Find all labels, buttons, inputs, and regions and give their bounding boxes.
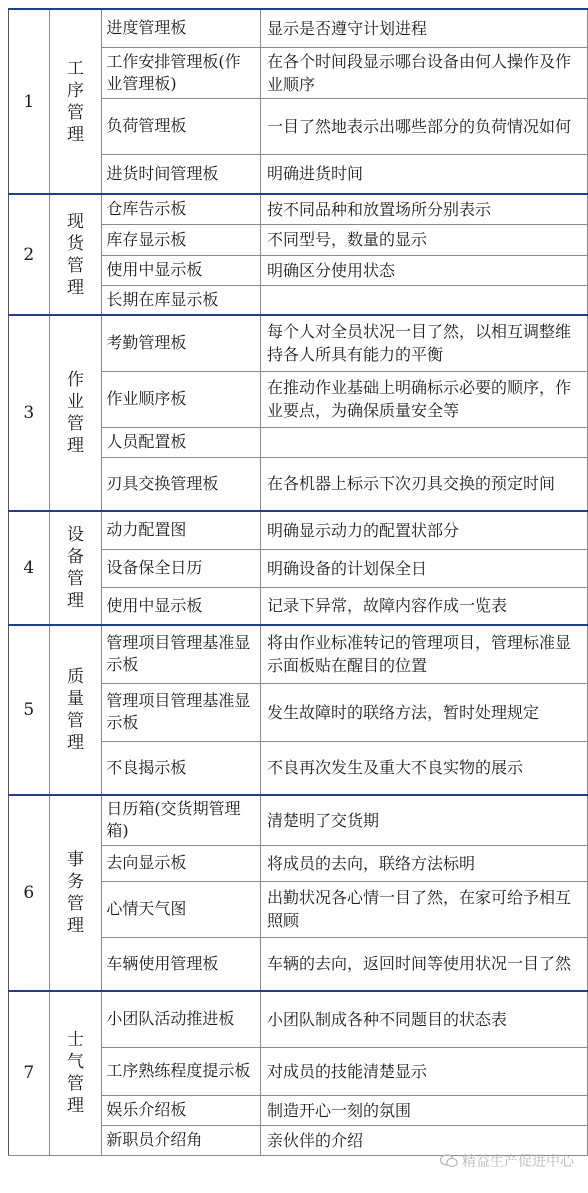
board-description: 记录下异常，故障内容作成一览表 bbox=[260, 587, 587, 625]
board-description: 显示是否遵守计划进程 bbox=[260, 9, 587, 47]
board-name: 长期在库显示板 bbox=[102, 285, 261, 315]
table-row bbox=[9, 511, 588, 549]
board-name: 不良揭示板 bbox=[102, 741, 261, 795]
group-category bbox=[49, 511, 102, 625]
table-row bbox=[9, 991, 588, 1047]
board-description: 不同型号，数量的显示 bbox=[260, 224, 587, 255]
board-name: 库存显示板 bbox=[102, 224, 261, 255]
board-name: 工作安排管理板(作业管理板) bbox=[102, 47, 261, 98]
board-description: 明确设备的计划保全日 bbox=[260, 549, 587, 587]
group-category-label: 质量管理 bbox=[67, 667, 85, 753]
group-number: 4 bbox=[9, 511, 50, 625]
board-name: 使用中显示板 bbox=[102, 587, 261, 625]
board-name: 作业顺序板 bbox=[102, 371, 261, 427]
board-description: 将由作业标准转记的管理项目，管理标准显示面板贴在醒目的位置 bbox=[260, 625, 587, 683]
board-description: 出勤状况各心情一目了然，在家可给予相互照顾 bbox=[260, 881, 587, 937]
group-category-label: 士气管理 bbox=[67, 1030, 85, 1117]
board-description: 明确区分使用状态 bbox=[260, 255, 587, 285]
board-name: 动力配置图 bbox=[102, 511, 261, 549]
board-description: 对成员的技能清楚显示 bbox=[260, 1047, 587, 1095]
table-row bbox=[9, 625, 588, 683]
group-category-label: 现货管理 bbox=[67, 211, 85, 298]
board-name: 工序熟练程度提示板 bbox=[102, 1047, 261, 1095]
board-description: 在各机器上标示下次刃具交换的预定时间 bbox=[260, 457, 587, 511]
board-description: 在推动作业基础上明确标示必要的顺序，作业要点，为确保质量安全等 bbox=[260, 371, 587, 427]
group-number: 6 bbox=[9, 795, 50, 991]
group-category bbox=[49, 315, 102, 511]
group-category bbox=[49, 9, 102, 194]
table-row bbox=[9, 795, 588, 845]
board-description: 明确显示动力的配置状部分 bbox=[260, 511, 587, 549]
board-name: 负荷管理板 bbox=[102, 98, 261, 154]
board-name: 仓库告示板 bbox=[102, 194, 261, 224]
board-description bbox=[260, 285, 587, 315]
group-number: 1 bbox=[9, 9, 50, 194]
board-name: 进货时间管理板 bbox=[102, 154, 261, 194]
board-description bbox=[260, 427, 587, 457]
board-description: 发生故障时的联络方法，暂时处理规定 bbox=[260, 683, 587, 741]
board-description: 清楚明了交货期 bbox=[260, 795, 587, 845]
table-row bbox=[9, 9, 588, 47]
board-name: 心情天气图 bbox=[102, 881, 261, 937]
board-name: 去向显示板 bbox=[102, 845, 261, 881]
table-row bbox=[9, 315, 588, 371]
group-category-label: 作业管理 bbox=[67, 370, 85, 456]
board-name: 小团队活动推进板 bbox=[102, 991, 261, 1047]
group-category bbox=[49, 194, 102, 315]
board-name: 日历箱(交货期管理箱) bbox=[102, 795, 261, 845]
group-category-label: 设备管理 bbox=[67, 525, 85, 611]
board-name: 管理项目管理基准显示板 bbox=[102, 625, 261, 683]
table-row bbox=[9, 194, 588, 224]
group-category bbox=[49, 991, 102, 1155]
board-name: 设备保全日历 bbox=[102, 549, 261, 587]
board-name: 考勤管理板 bbox=[102, 315, 261, 371]
board-name: 人员配置板 bbox=[102, 427, 261, 457]
board-description: 在各个时间段显示哪台设备由何人操作及作业顺序 bbox=[260, 47, 587, 98]
group-category-label: 事务管理 bbox=[67, 850, 85, 936]
group-number: 7 bbox=[9, 991, 50, 1155]
board-description: 明确进货时间 bbox=[260, 154, 587, 194]
board-description: 制造开心一刻的氛围 bbox=[260, 1095, 587, 1125]
board-description: 按不同品种和放置场所分别表示 bbox=[260, 194, 587, 224]
group-category-label: 工序管理 bbox=[67, 58, 85, 145]
board-description: 将成员的去向，联络方法标明 bbox=[260, 845, 587, 881]
board-description: 亲伙伴的介绍 bbox=[260, 1125, 587, 1155]
group-category bbox=[49, 795, 102, 991]
board-name: 刃具交换管理板 bbox=[102, 457, 261, 511]
board-description: 一目了然地表示出哪些部分的负荷情况如何 bbox=[260, 98, 587, 154]
board-description: 不良再次发生及重大不良实物的展示 bbox=[260, 741, 587, 795]
board-description: 每个人对全员状况一目了然，以相互调整维持各人所具有能力的平衡 bbox=[260, 315, 587, 371]
board-name: 管理项目管理基准显示板 bbox=[102, 683, 261, 741]
board-name: 进度管理板 bbox=[102, 9, 261, 47]
board-description: 小团队制成各种不同题目的状态表 bbox=[260, 991, 587, 1047]
board-description: 车辆的去向，返回时间等使用状况一目了然 bbox=[260, 937, 587, 991]
visual-management-table bbox=[8, 8, 588, 1156]
watermark-text: 精益生产促进中心 bbox=[462, 1154, 574, 1170]
board-name: 使用中显示板 bbox=[102, 255, 261, 285]
group-number: 2 bbox=[9, 194, 50, 315]
group-category bbox=[49, 625, 102, 795]
board-name: 新职员介绍角 bbox=[102, 1125, 261, 1155]
board-name: 车辆使用管理板 bbox=[102, 937, 261, 991]
group-number: 5 bbox=[9, 625, 50, 795]
group-number: 3 bbox=[9, 315, 50, 511]
wechat-icon bbox=[440, 1154, 458, 1168]
board-name: 娱乐介绍板 bbox=[102, 1095, 261, 1125]
watermark bbox=[440, 1151, 574, 1171]
